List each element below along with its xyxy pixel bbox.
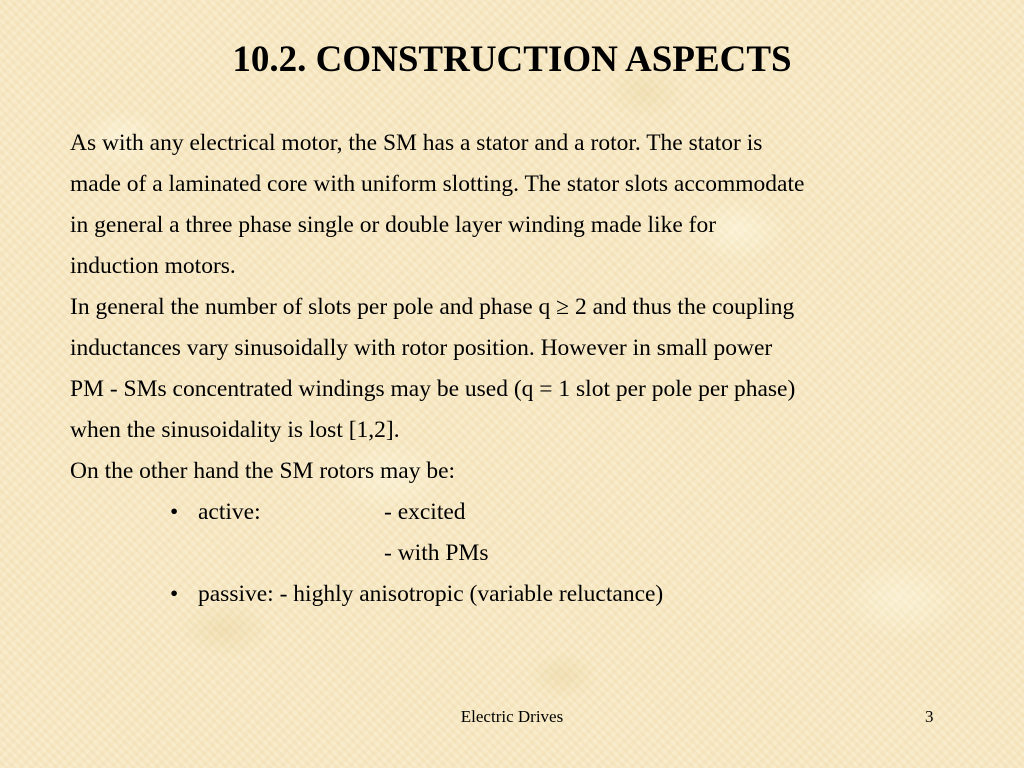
body-line: In general the number of slots per pole and phase q ≥ 2 and thus the coupling [70, 294, 795, 320]
bullet-detail: - with PMs [384, 540, 489, 566]
slide-body [70, 123, 970, 615]
body-line: inductances vary sinusoidally with rotor position. However in small power [70, 335, 773, 361]
body-line: in general a three phase single or double layer winding made like for [70, 212, 717, 238]
body-line: made of a laminated core with uniform slotting. The stator slots accommodate [70, 171, 805, 197]
body-line: On the other hand the SM rotors may be: [70, 458, 456, 484]
body-line: As with any electrical motor, the SM has a stator and a rotor. The stator is [70, 130, 763, 156]
page-number: 3 [925, 707, 934, 726]
bullet-item-active [70, 492, 970, 533]
body-line: when the sinusoidality is lost [1,2]. [70, 417, 400, 443]
footer-title: Electric Drives [460, 707, 564, 726]
slide-title: 10.2. CONSTRUCTION ASPECTS [232, 39, 792, 80]
bullet-detail: - excited [384, 499, 466, 525]
bullet-icon: • [170, 581, 179, 607]
bullet-subitem [70, 533, 970, 574]
bullet-label: active: [198, 499, 261, 525]
bullet-icon: • [170, 499, 179, 525]
body-line: PM - SMs concentrated windings may be used (q = 1 slot per pole per phase) [70, 376, 796, 402]
bullet-item-passive [70, 574, 970, 615]
body-line: induction motors. [70, 253, 236, 279]
bullet-label: passive: - highly anisotropic (variable reluctance) [198, 581, 664, 607]
